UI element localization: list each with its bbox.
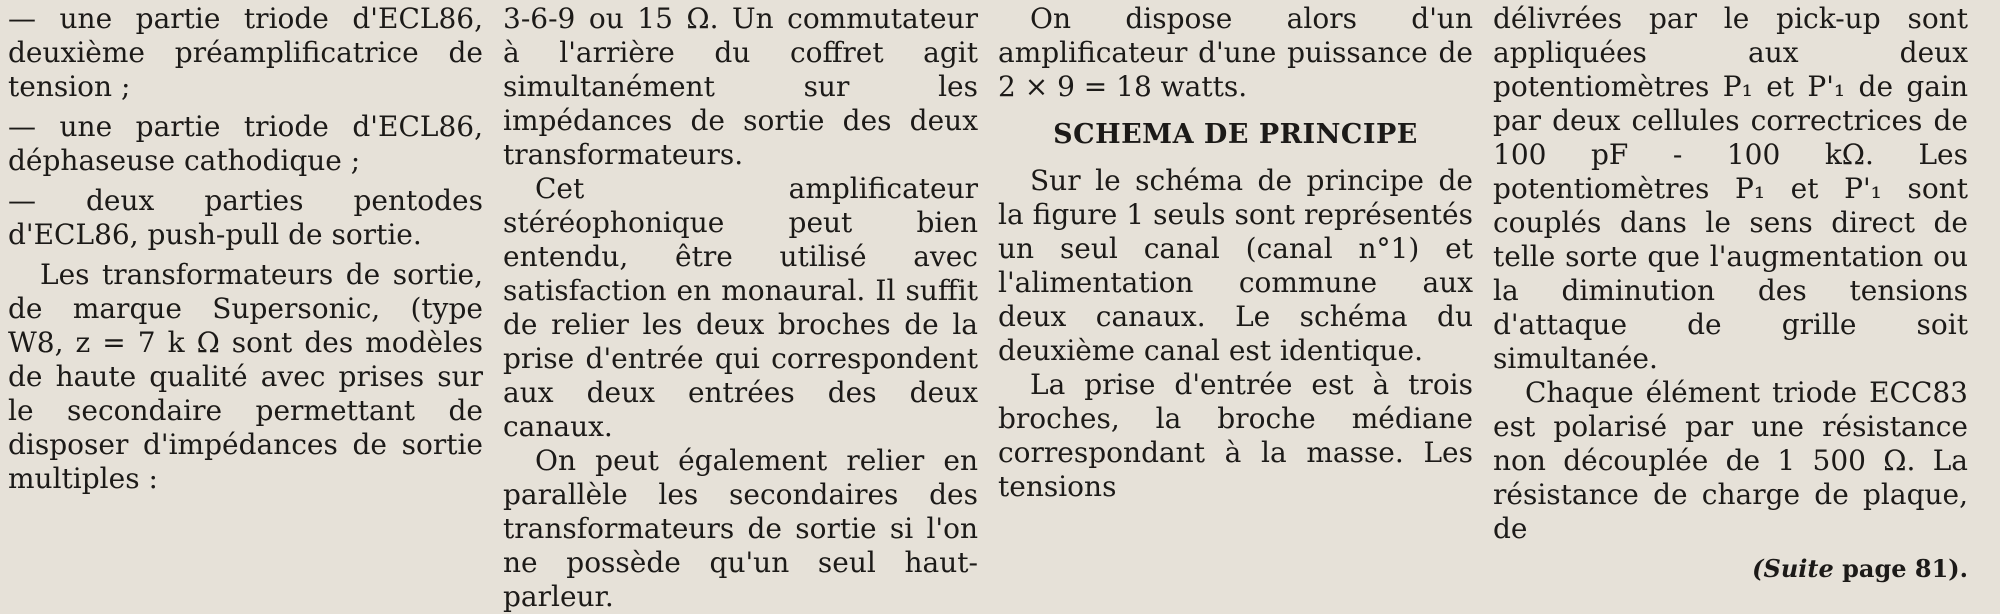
paragraph: La prise d'entrée est à trois broches, la broche médiane correspondant à la masse. Les tensions — [998, 368, 1473, 503]
paragraph: Les transformateurs de sortie, de marque Supersonic, (type W8, z = 7 k Ω sont des modèles de haute qualité avec prises sur le secondaire permettant de disposer d'impédances de sortie multiples : — [8, 258, 483, 495]
bullet-item — [8, 2, 483, 104]
continued-page: page 81). — [1842, 554, 1968, 583]
continued-label: (Suite — [1752, 554, 1834, 583]
bullet-item — [8, 184, 483, 252]
bullet-text: — deux parties pentodes d'ECL86, push-pull de sortie. — [8, 184, 483, 251]
text-column-4 — [1493, 2, 1968, 583]
bullet-text: — une partie triode d'ECL86, deuxième préamplificatrice de tension ; — [8, 2, 483, 103]
bullet-text: — une partie triode d'ECL86, déphaseuse cathodique ; — [8, 110, 483, 177]
paragraph: Sur le schéma de principe de la figure 1 seuls sont représentés un seul canal (canal n°1) et l'alimentation commune aux deux canaux. Le schéma du deuxième canal est identique. — [998, 164, 1473, 367]
text-column-2 — [503, 2, 978, 613]
paragraph: On peut également relier en parallèle les secondaires des transformateurs de sortie si l'on ne possède qu'un seul haut-parleur. — [503, 444, 978, 613]
continued-note — [1493, 552, 1968, 586]
section-heading: SCHEMA DE PRINCIPE — [1053, 119, 1418, 150]
bullet-item — [8, 110, 483, 178]
paragraph: On dispose alors d'un amplificateur d'une puissance de 2 × 9 = 18 watts. — [998, 2, 1473, 103]
paragraph: Cet amplificateur stéréophonique peut bien entendu, être utilisé avec satisfaction en monaural. Il suffit de relier les deux broches de la prise d'entrée qui correspondent aux deux entrées des deux canaux. — [503, 172, 978, 443]
text-column-3 — [998, 2, 1473, 503]
paragraph: délivrées par le pick-up sont appliquées aux deux potentiomètres P₁ et P'₁ de gain par deux cellules correctrices de 100 pF - 100 kΩ. Les potentiomètres P₁ et P'₁ sont couplés dans le sens direct de telle sorte que l'augmentation ou la diminution des tensions d'attaque de grille soit simultanée. — [1493, 2, 1968, 375]
paragraph: 3-6-9 ou 15 Ω. Un commutateur à l'arrière du coffret agit simultanément sur les impédances de sortie des deux transformateurs. — [503, 2, 978, 171]
paragraph: Chaque élément triode ECC83 est polarisé par une résistance non découplée de 1 500 Ω. La résistance de charge de plaque, de — [1493, 376, 1968, 545]
text-column-1 — [8, 2, 483, 495]
